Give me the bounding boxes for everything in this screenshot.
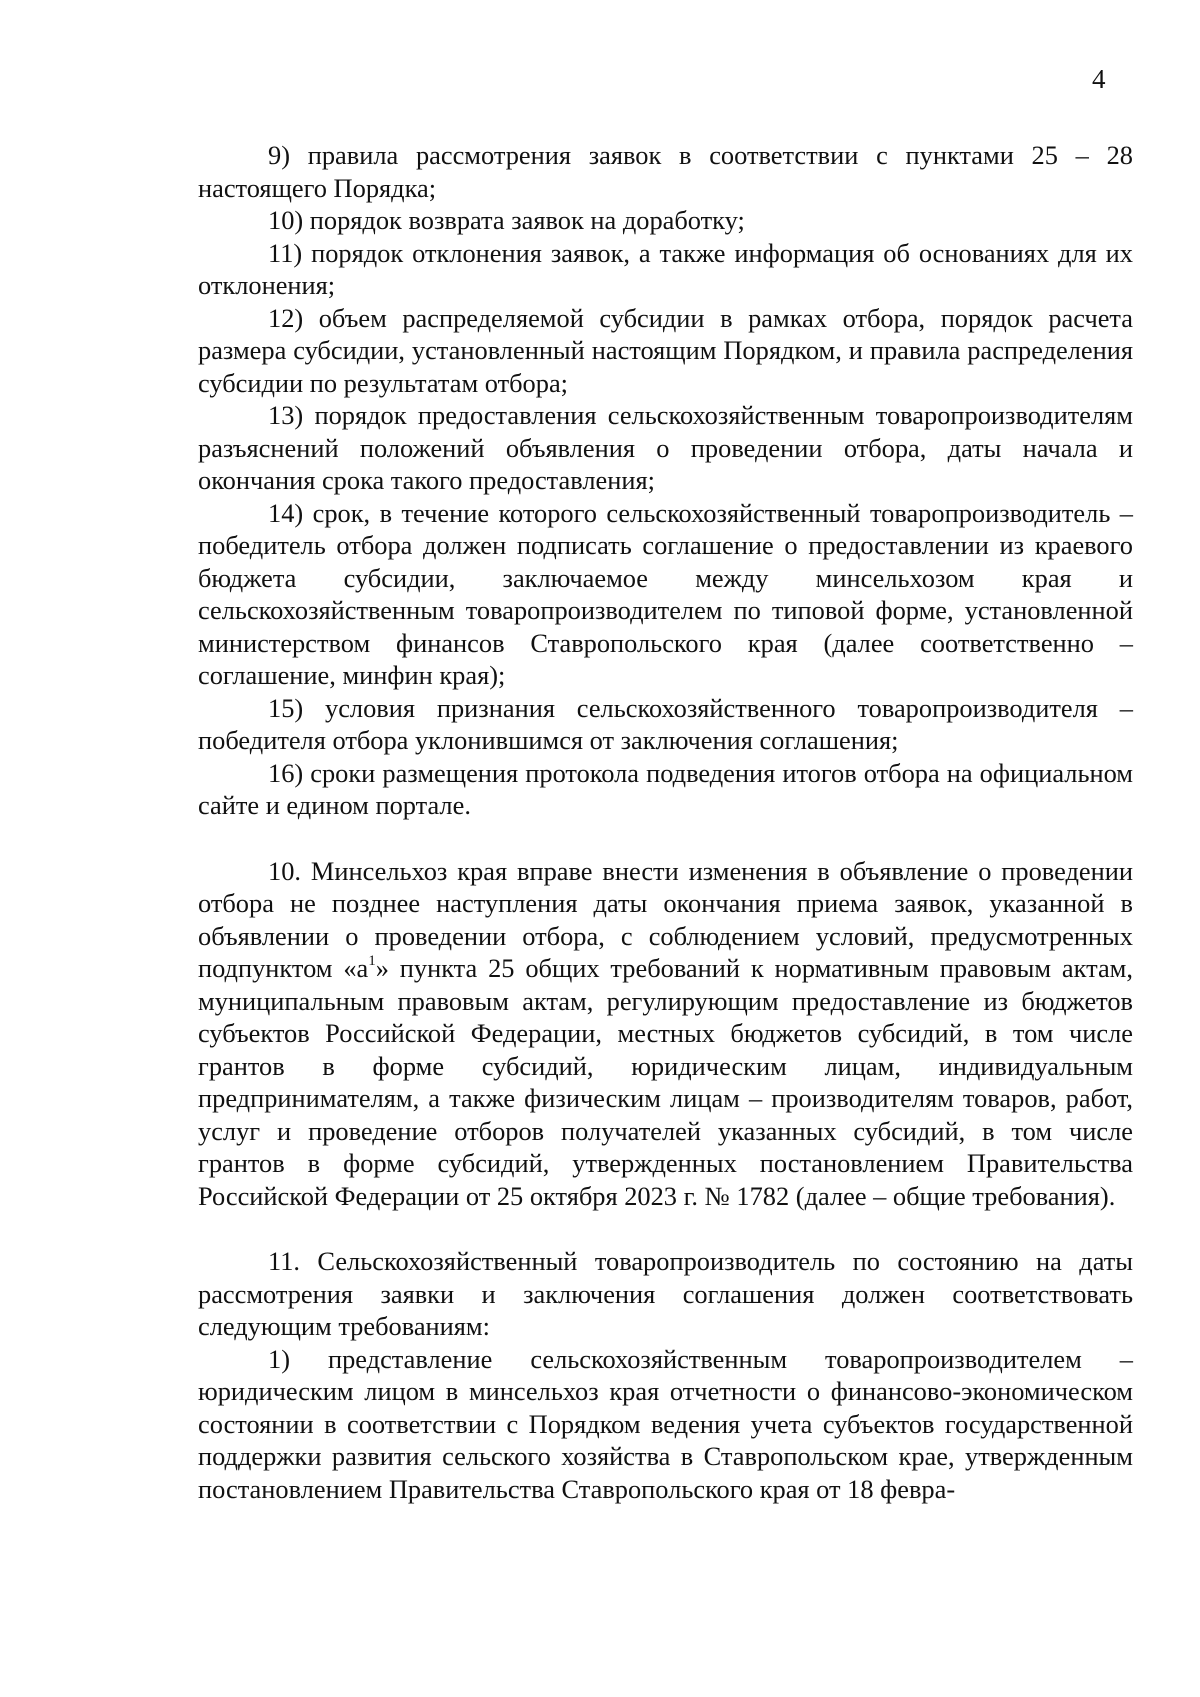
section-10-paragraph	[198, 855, 1133, 1213]
list-item-13: 13) порядок предоставления сельскохозяйственным товаропроизводителям разъяснений положений объявления о проведении отбора, даты начала и окончания срока такого предоставления;	[198, 400, 1133, 495]
document-body	[198, 139, 1133, 1505]
list-item-15: 15) условия признания сельскохозяйственного товаропроизводителя – победителя отбора уклонившимся от заключения соглашения;	[198, 692, 1133, 755]
list-item-9: 9) правила рассмотрения заявок в соответствии с пунктами 25 – 28 настоящего Порядка;	[198, 140, 1133, 203]
list-item-14: 14) срок, в течение которого сельскохозяйственный товаропроизводитель – победитель отбора должен подписать соглашение о предоставлении из краевого бюджета субсидии, заключаемое между минсельхозом края и сельскохозяйственным товаропроизводителем по типовой форме, установленной министерством финансов Ставропольского края (далее соответственно – соглашение, минфин края);	[198, 497, 1133, 690]
section-11-intro: 11. Сельскохозяйственный товаропроизводитель по состоянию на даты рассмотрения заявки и заключения соглашения должен соответствовать следующим требованиям:	[198, 1246, 1133, 1341]
section-11-item-1: 1) представление сельскохозяйственным товаропроизводителем – юридическим лицом в минсельхоз края отчетности о финансово-экономическом состоянии в соответствии с Порядком ведения учета субъектов государственной поддержки развития сельского хозяйства в Ставропольском крае, утвержденным постановлением Правительства Ставропольского края от 18 февра-	[198, 1343, 1133, 1504]
list-item-16: 16) сроки размещения протокола подведения итогов отбора на официальном сайте и едином портале.	[198, 757, 1133, 820]
list-item-11: 11) порядок отклонения заявок, а также информация об основаниях для их отклонения;	[198, 237, 1133, 300]
section-10-superscript: 1	[368, 953, 376, 970]
section-10-text-part2: » пункта 25 общих требований к нормативным правовым актам, муниципальным правовым актам, регулирующим предоставление из бюджетов субъектов Российской Федерации, местных бюджетов субсидий, в том числе грантов в форме субсидий, юридическим лицам, индивидуальным предпринимателям, а также физическим лицам – производителям товаров, работ, услуг и проведение отборов получателей указанных субсидий, в том числе грантов в форме субсидий, утвержденных постановлением Правительства Российской Федерации от 25 октября 2023 г. № 1782 (далее – общие требования).	[198, 953, 1133, 1211]
section-10-text-part1: 10. Минсельхоз края вправе внести изменения в объявление о проведении отбора не позднее наступления даты окончания приема заявок, указанной в объявлении о проведении отбора, с соблюдением условий, предусмотренных подпунктом «а	[198, 855, 1133, 983]
page-number: 4	[1092, 64, 1106, 94]
list-item-10: 10) порядок возврата заявок на доработку;	[268, 205, 745, 235]
list-item-12: 12) объем распределяемой субсидии в рамках отбора, порядок расчета размера субсидии, установленный настоящим Порядком, и правила распределения субсидии по результатам отбора;	[198, 302, 1133, 398]
